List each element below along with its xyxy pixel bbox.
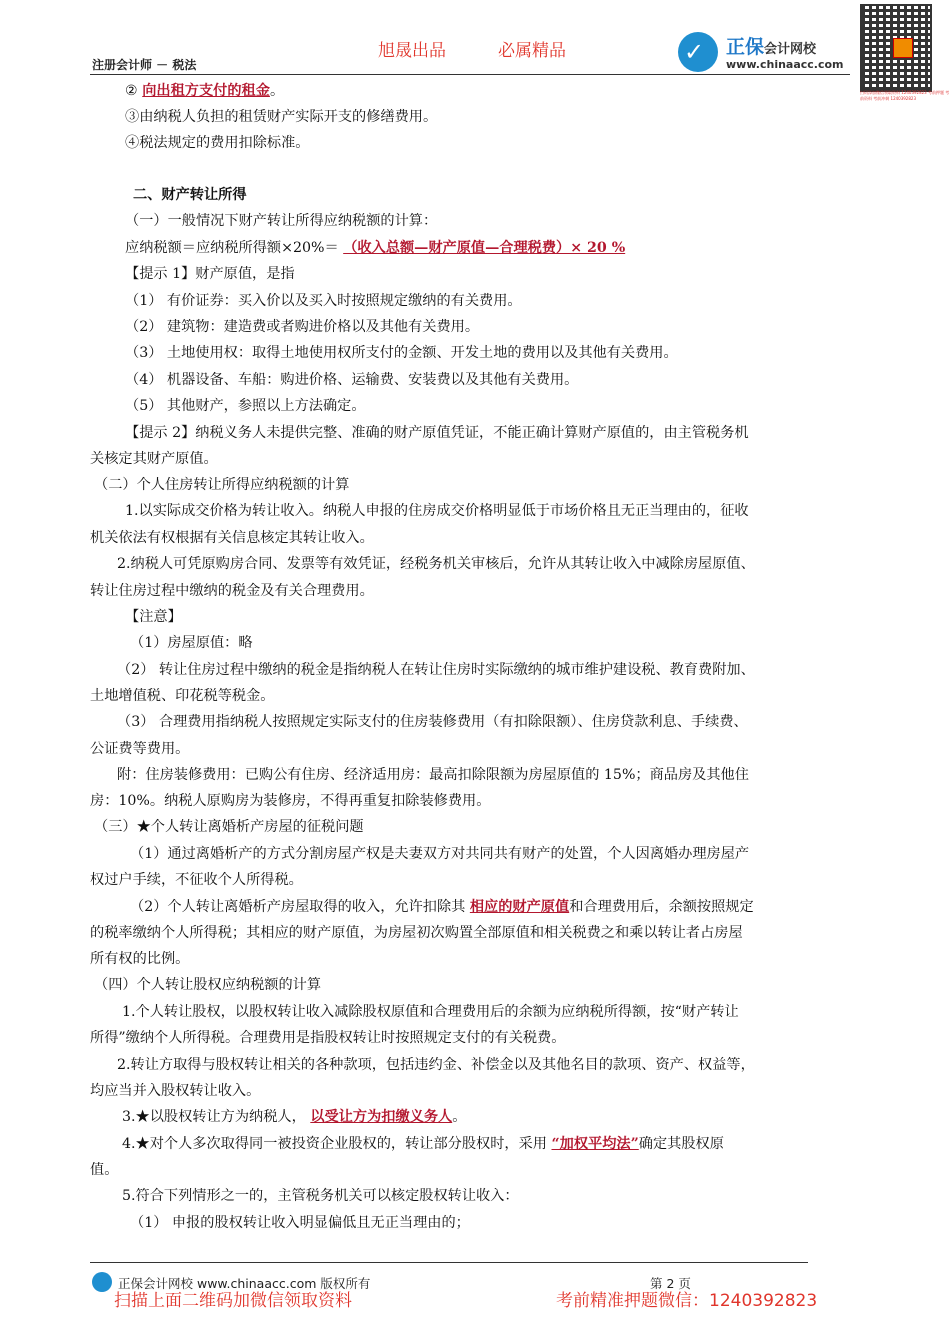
qr-note: 扫码添加微信领取资料 1240392823 考前押题 考前资料 考前冲刺 1240392823 [860, 90, 950, 101]
paragraph: 3.★以股权转让方为纳税人， 以受让方为扣缴义务人。 [122, 1109, 467, 1125]
header-slogan-left: 旭晟出品 [378, 41, 446, 61]
attachment-note: 附：住房装修费用：已购公有住房、经济适用房：最高扣除限额为房屋原值的 15%；商品房及其他住 [117, 767, 749, 783]
rent-item-2: ② 向出租方支付的租金。 [125, 83, 285, 99]
paragraph: 的税率缴纳个人所得税；其相应的财产原值，为房屋初次购置全部原值和相关税费之和乘以转让者占房屋 [90, 925, 743, 941]
tip-1-item: （1） 有价证券：买入价以及买入时按照规定缴纳的有关费用。 [125, 293, 522, 309]
paragraph: 转让住房过程中缴纳的税金及有关合理费用。 [90, 583, 374, 599]
formula-line: 应纳税额＝应纳税所得额×20%＝ （收入总额—财产原值—合理税费）× 20 % [125, 240, 626, 256]
tip-1-item: （5） 其他财产，参照以上方法确定。 [125, 398, 366, 414]
header-divider [90, 74, 850, 75]
paragraph: 1.个人转让股权，以股权转让收入减除股权原值和合理费用后的余额为应纳税所得额，按“财产转让 [122, 1004, 739, 1020]
brand-name: 正保会计网校 [726, 36, 817, 58]
tip-1-item: （2） 建筑物：建造费或者购进价格以及其他有关费用。 [125, 319, 480, 335]
note-item: （3） 合理费用指纳税人按照规定实际支付的住房装修费用（有扣除限额）、住房贷款利息、手续费、 [117, 714, 748, 730]
paragraph: 4.★对个人多次取得同一被投资企业股权的，转让部分股权时，采用 “加权平均法”确定其股权原 [122, 1136, 724, 1152]
section-heading: 二、财产转让所得 [133, 187, 247, 203]
tip-1-item: （4） 机器设备、车船：购进价格、运输费、安装费以及其他有关费用。 [125, 372, 579, 388]
paragraph: 所得”缴纳个人所得税。合理费用是指股权转让时按照规定支付的有关税费。 [90, 1030, 566, 1046]
paragraph: 2.纳税人可凭原购房合同、发票等有效凭证，经税务机关审核后，允许从其转让收入中减除房屋原值、 [117, 556, 755, 572]
tip-1-item: （3） 土地使用权：取得土地使用权所支付的金额、开发土地的费用以及其他有关费用。 [125, 345, 678, 361]
footer-promo-left: 扫描上面二维码加微信领取资料 [114, 1291, 352, 1311]
note-item-cont: 公证费等费用。 [90, 741, 190, 757]
note-item: （1）房屋原值：略 [130, 635, 253, 651]
tip-2-cont: 关核定其财产原值。 [90, 451, 218, 467]
note-item-cont: 土地增值税、印花税等税金。 [90, 688, 275, 704]
footer-promo-right: 考前精准押题微信：1240392823 [556, 1291, 818, 1311]
list-item: （1） 申报的股权转让收入明显偏低且无正当理由的； [130, 1215, 470, 1231]
paragraph: 1.以实际成交价格为转让收入。纳税人申报的住房成交价格明显低于市场价格且无正当理由的，征收 [125, 503, 749, 519]
subsection-heading: （三）★个人转让离婚析产房屋的征税问题 [94, 819, 364, 835]
paragraph: 5.符合下列情形之一的，主管税务机关可以核定股权转让收入： [122, 1188, 519, 1204]
subsection-heading: （二）个人住房转让所得应纳税额的计算 [94, 477, 350, 493]
footer-copyright: 正保会计网校 www.chinaacc.com 版权所有 [118, 1276, 371, 1291]
note-item: （2） 转让住房过程中缴纳的税金是指纳税人在转让住房时实际缴纳的城市维护建设税、教育费附加、 [117, 662, 755, 678]
page-number: 第 2 页 [650, 1276, 691, 1291]
checkmark-icon: ✓ [684, 38, 705, 66]
paragraph: 权过户手续，不征收个人所得税。 [90, 872, 303, 888]
paragraph: 机关依法有权根据有关信息核定其转让收入。 [90, 530, 374, 546]
qr-center-badge-icon [893, 38, 913, 58]
attachment-note-cont: 房：10%。纳税人原购房为装修房，不得再重复扣除装修费用。 [90, 793, 491, 809]
tip-2: 【提示 2】纳税义务人未提供完整、准确的财产原值凭证，不能正确计算财产原值的，由主管税务机 [125, 425, 749, 441]
paragraph: （1）通过离婚析产的方式分割房屋产权是夫妻双方对共同共有财产的处置，个人因离婚办理房屋产 [130, 846, 750, 862]
footer-logo-icon [92, 1272, 112, 1292]
course-title: 注册会计师 － 税法 [92, 58, 197, 72]
brand-site: www.chinaacc.com [726, 58, 844, 71]
rent-item-3: ③由纳税人负担的租赁财产实际开支的修缮费用。 [125, 109, 438, 125]
tip-1: 【提示 1】财产原值，是指 [125, 266, 295, 282]
paragraph: 2.转让方取得与股权转让相关的各种款项，包括违约金、补偿金以及其他名目的款项、资产、权益等， [117, 1057, 755, 1073]
paragraph: 均应当并入股权转让收入。 [90, 1083, 261, 1099]
paragraph: 所有权的比例。 [90, 951, 190, 967]
note-heading: 【注意】 [125, 609, 182, 625]
subsection-heading: （四）个人转让股权应纳税额的计算 [94, 977, 322, 993]
paragraph: 值。 [90, 1162, 119, 1178]
footer-divider [90, 1262, 808, 1263]
paragraph: （2）个人转让离婚析产房屋取得的收入，允许扣除其 相应的财产原值和合理费用后，余额按照规定 [130, 899, 754, 915]
subsection-heading: （一）一般情况下财产转让所得应纳税额的计算： [125, 213, 438, 229]
brand-logo [678, 30, 858, 74]
rent-item-4: ④税法规定的费用扣除标准。 [125, 135, 310, 151]
header-slogan-right: 必属精品 [498, 41, 566, 61]
